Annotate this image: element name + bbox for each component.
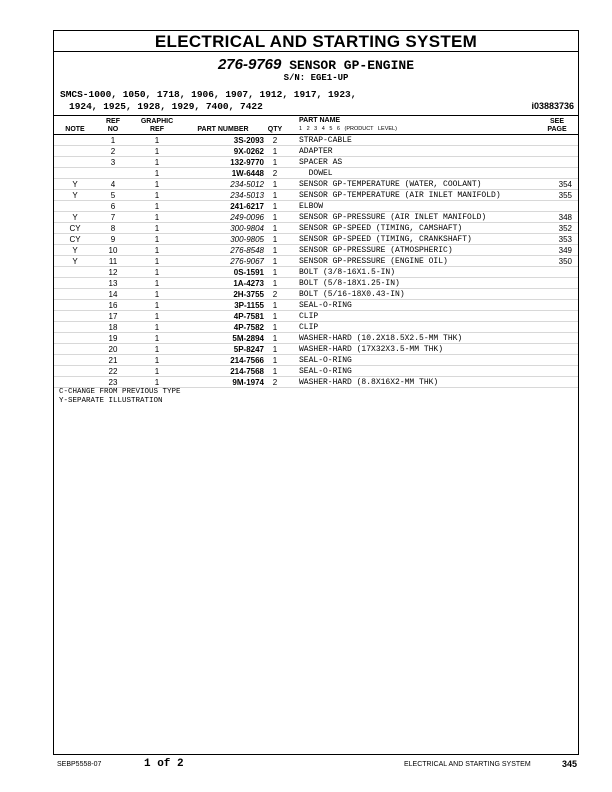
row-graphic-ref: 1 [154, 136, 160, 145]
row-part-number[interactable]: 9X-0262 [233, 147, 264, 156]
table-row [54, 212, 578, 223]
row-see-page[interactable]: 349 [558, 246, 572, 255]
row-part-number[interactable]: 5M-2894 [232, 334, 264, 343]
col-ref-header-line2: NO [107, 126, 119, 133]
row-see-page[interactable]: 350 [558, 257, 572, 266]
row-note: CY [69, 235, 81, 244]
row-ref-no: 7 [110, 213, 116, 222]
col-note-header: NOTE [65, 126, 85, 133]
row-ref-no: 3 [110, 158, 116, 167]
row-part-name: SENSOR GP-TEMPERATURE (AIR INLET MANIFOLD) [299, 191, 501, 200]
product-levels-header: 1 2 3 4 5 6 (PRODUCT LEVEL) [299, 126, 397, 132]
row-note: Y [72, 257, 78, 266]
row-graphic-ref: 1 [154, 268, 160, 277]
row-see-page[interactable]: 353 [558, 235, 572, 244]
row-graphic-ref: 1 [154, 235, 160, 244]
table-row [54, 289, 578, 300]
row-note: Y [72, 213, 78, 222]
row-ref-no: 6 [110, 202, 116, 211]
row-part-number[interactable]: 300-9805 [230, 235, 264, 244]
row-part-number[interactable]: 4P-7582 [233, 323, 264, 332]
row-part-name: SEAL-O-RING [299, 356, 352, 365]
group-title [54, 56, 578, 73]
row-part-number[interactable]: 0S-1591 [233, 268, 264, 277]
row-ref-no: 1 [110, 136, 116, 145]
row-part-name: CLIP [299, 323, 319, 332]
row-part-name: SENSOR GP-SPEED (TIMING, CAMSHAFT) [299, 224, 463, 233]
row-part-name: SENSOR GP-PRESSURE (ATMOSPHERIC) [299, 246, 453, 255]
row-qty: 1 [272, 180, 278, 189]
table-row [54, 377, 578, 388]
section-title: ELECTRICAL AND STARTING SYSTEM [54, 31, 578, 52]
row-ref-no: 2 [110, 147, 116, 156]
table-row [54, 267, 578, 278]
row-part-number[interactable]: 214-7566 [230, 356, 264, 365]
row-ref-no: 13 [108, 279, 118, 288]
col-graphic-ref-header [134, 118, 180, 134]
row-ref-no: 11 [108, 257, 118, 266]
row-qty: 2 [272, 169, 278, 178]
row-qty: 1 [272, 356, 278, 365]
row-graphic-ref: 1 [154, 224, 160, 233]
row-qty: 1 [272, 312, 278, 321]
row-part-name: BOLT (3/8-16X1.5-IN) [299, 268, 396, 277]
row-ref-no: 9 [110, 235, 116, 244]
row-note: Y [72, 191, 78, 200]
row-ref-no: 18 [108, 323, 118, 332]
row-qty: 2 [272, 136, 278, 145]
table-row [54, 333, 578, 344]
row-part-number[interactable]: 132-9770 [230, 158, 264, 167]
row-ref-no: 16 [108, 301, 118, 310]
row-qty: 1 [272, 158, 278, 167]
row-part-name: SENSOR GP-TEMPERATURE (WATER, COOLANT) [299, 180, 482, 189]
row-ref-no: 20 [108, 345, 118, 354]
row-part-name: ELBOW [299, 202, 324, 211]
group-name: SENSOR GP-ENGINE [289, 58, 415, 73]
row-part-name: SENSOR GP-SPEED (TIMING, CRANKSHAFT) [299, 235, 472, 244]
smcs-line-1: SMCS-1000, 1050, 1718, 1906, 1907, 1912, 1917, 1923, [60, 89, 357, 100]
col-ref-header-line1: REF [106, 118, 120, 125]
row-graphic-ref: 1 [154, 378, 160, 387]
row-part-number[interactable]: 3S-2093 [233, 136, 264, 145]
col-qty-header: QTY [267, 126, 283, 133]
table-row [54, 311, 578, 322]
col-see-page-header [542, 118, 572, 134]
row-graphic-ref: 1 [154, 345, 160, 354]
col-see-header-line2: PAGE [547, 126, 567, 133]
row-see-page[interactable]: 348 [558, 213, 572, 222]
row-qty: 1 [272, 367, 278, 376]
col-gref-header-line2: REF [150, 126, 164, 133]
row-ref-no: 14 [108, 290, 118, 299]
row-qty: 1 [272, 268, 278, 277]
row-part-number[interactable]: 1W-6448 [231, 169, 264, 178]
row-graphic-ref: 1 [154, 202, 160, 211]
row-graphic-ref: 1 [154, 169, 160, 178]
row-graphic-ref: 1 [154, 356, 160, 365]
row-qty: 1 [272, 323, 278, 332]
row-qty: 1 [272, 191, 278, 200]
row-graphic-ref: 1 [154, 301, 160, 310]
row-note: Y [72, 246, 78, 255]
row-part-number[interactable]: 241-6217 [230, 202, 264, 211]
row-qty: 1 [272, 334, 278, 343]
page-footer [0, 758, 612, 778]
row-graphic-ref: 1 [154, 367, 160, 376]
row-part-name: SPACER AS [299, 158, 343, 167]
row-part-number[interactable]: 300-9804 [230, 224, 264, 233]
parts-list [54, 135, 578, 388]
table-row [54, 278, 578, 289]
row-part-name: BOLT (5/8-18X1.25-IN) [299, 279, 400, 288]
table-row [54, 322, 578, 333]
row-qty: 1 [272, 224, 278, 233]
serial-number: S/N: EGE1-UP [283, 73, 349, 83]
legend-change: C-CHANGE FROM PREVIOUS TYPE [59, 388, 181, 396]
publication-number: SEBP5558-07 [57, 761, 102, 768]
row-graphic-ref: 1 [154, 213, 160, 222]
row-part-number[interactable]: 9M-1974 [232, 378, 264, 387]
row-part-name: WASHER-HARD (10.2X18.5X2.5-MM THK) [299, 334, 463, 343]
page-of: 1 of 2 [144, 758, 184, 770]
table-row [54, 190, 578, 201]
table-row [54, 245, 578, 256]
table-row [54, 146, 578, 157]
row-part-name: BOLT (5/16-18X0.43-IN) [299, 290, 405, 299]
table-row [54, 355, 578, 366]
row-ref-no: 19 [108, 334, 118, 343]
row-part-name: SENSOR GP-PRESSURE (ENGINE OIL) [299, 257, 448, 266]
smcs-codes [60, 89, 356, 113]
row-ref-no: 12 [108, 268, 118, 277]
col-part-name-header: PART NAME [299, 117, 341, 124]
row-part-number[interactable]: 4P-7581 [233, 312, 264, 321]
col-ref-header [102, 118, 124, 134]
row-part-number[interactable]: 276-8548 [230, 246, 264, 255]
col-part-number-header: PART NUMBER [197, 126, 249, 133]
row-ref-no: 10 [108, 246, 118, 255]
table-row [54, 234, 578, 245]
row-graphic-ref: 1 [154, 191, 160, 200]
row-graphic-ref: 1 [154, 279, 160, 288]
row-ref-no: 4 [110, 180, 116, 189]
row-qty: 1 [272, 301, 278, 310]
row-qty: 1 [272, 213, 278, 222]
row-part-name: STRAP-CABLE [299, 136, 352, 145]
row-qty: 1 [272, 345, 278, 354]
row-ref-no: 23 [108, 378, 118, 387]
row-graphic-ref: 1 [154, 312, 160, 321]
row-part-number[interactable]: 5P-8247 [233, 345, 264, 354]
legend [59, 388, 181, 406]
page-number: 345 [562, 759, 578, 769]
illustration-id: i03883736 [531, 101, 574, 111]
row-note: CY [69, 224, 81, 233]
legend-separate: Y-SEPARATE ILLUSTRATION [59, 397, 163, 405]
row-part-number[interactable]: 234-5013 [230, 191, 264, 200]
group-part-number[interactable]: 276-9769 [217, 56, 282, 73]
row-part-name: ADAPTER [299, 147, 333, 156]
row-part-number[interactable]: 2H-3755 [233, 290, 264, 299]
row-part-name: SENSOR GP-PRESSURE (AIR INLET MANIFOLD) [299, 213, 487, 222]
row-ref-no: 21 [108, 356, 118, 365]
row-ref-no: 17 [108, 312, 118, 321]
header-top-rule [54, 115, 578, 116]
table-row [54, 366, 578, 377]
table-row [54, 300, 578, 311]
col-gref-header-line1: GRAPHIC [140, 118, 174, 125]
row-part-number[interactable]: 1A-4273 [233, 279, 264, 288]
row-qty: 2 [272, 378, 278, 387]
row-graphic-ref: 1 [154, 158, 160, 167]
row-part-name: SEAL-O-RING [299, 301, 352, 310]
row-see-page[interactable]: 354 [558, 180, 572, 189]
row-see-page[interactable]: 352 [558, 224, 572, 233]
row-graphic-ref: 1 [154, 323, 160, 332]
row-qty: 1 [272, 235, 278, 244]
row-part-name: SEAL-O-RING [299, 367, 352, 376]
table-row [54, 135, 578, 146]
row-part-name: DOWEL [299, 169, 333, 178]
row-part-name: WASHER-HARD (17X32X3.5-MM THK) [299, 345, 444, 354]
row-part-name: WASHER-HARD (8.8X16X2-MM THK) [299, 378, 439, 387]
row-note: Y [72, 180, 78, 189]
row-qty: 1 [272, 279, 278, 288]
table-row [54, 256, 578, 267]
row-graphic-ref: 1 [154, 246, 160, 255]
smcs-line-2: 1924, 1925, 1928, 1929, 7400, 7422 [69, 101, 263, 112]
row-graphic-ref: 1 [154, 147, 160, 156]
row-part-number[interactable]: 3P-1155 [234, 301, 264, 310]
table-row [54, 201, 578, 212]
table-row [54, 157, 578, 168]
footer-section: ELECTRICAL AND STARTING SYSTEM [404, 761, 531, 768]
row-ref-no: 8 [110, 224, 116, 233]
row-graphic-ref: 1 [154, 257, 160, 266]
row-qty: 1 [272, 202, 278, 211]
row-qty: 1 [272, 147, 278, 156]
row-see-page[interactable]: 355 [558, 191, 572, 200]
row-qty: 2 [272, 290, 278, 299]
row-graphic-ref: 1 [154, 334, 160, 343]
row-graphic-ref: 1 [154, 290, 160, 299]
row-qty: 1 [272, 257, 278, 266]
page-frame [53, 30, 579, 755]
table-row [54, 344, 578, 355]
row-ref-no: 5 [110, 191, 116, 200]
row-part-number[interactable]: 276-9067 [230, 257, 264, 266]
row-graphic-ref: 1 [154, 180, 160, 189]
table-row [54, 168, 578, 179]
row-part-number[interactable]: 214-7568 [230, 367, 264, 376]
row-part-name: CLIP [299, 312, 319, 321]
col-see-header-line1: SEE [549, 118, 564, 125]
row-ref-no: 22 [108, 367, 118, 376]
table-row [54, 179, 578, 190]
row-part-number[interactable]: 234-5012 [230, 180, 264, 189]
row-qty: 1 [272, 246, 278, 255]
table-row [54, 223, 578, 234]
row-part-number[interactable]: 249-0096 [230, 213, 264, 222]
